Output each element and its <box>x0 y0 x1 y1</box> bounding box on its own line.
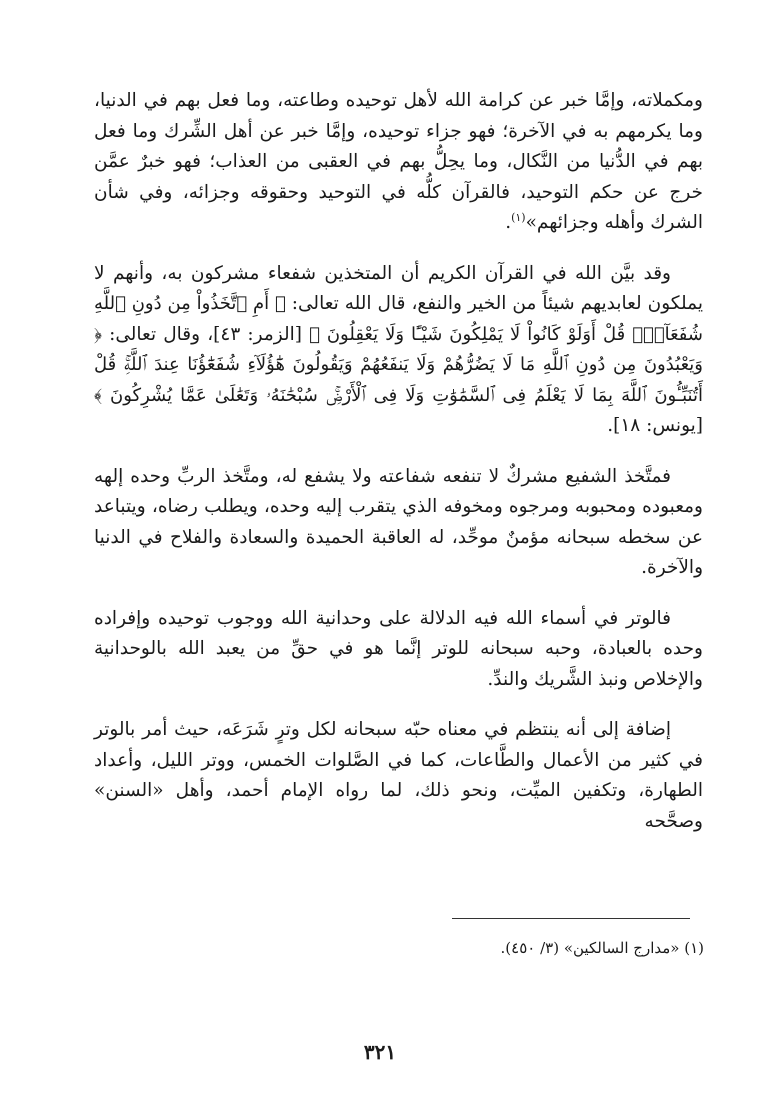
paragraph <box>94 259 703 442</box>
paragraph <box>94 462 703 584</box>
paragraph-text: [يونس: ١٨]. <box>607 415 703 436</box>
paragraph-text: ومكملاته، وإمَّا خبر عن كرامة الله لأهل توحيده وطاعته، وما فعل بهم في الدنيا، وما يكرمهم به في الآخرة؛ فهو جزاء توحيده، وإمَّا خبر عن أهل الشِّرك وما فعل بهم في الدُّنيا من النَّكال، وما يحِلُّ بهم في العقبى من العذاب؛ فهو خبرٌ عمَّن خرج عن حكم التوحيد، فالقرآن كلُّه في التوحيد وحقوقه وجزائه، وفي شأن الشرك وأهله وجزائهم» <box>94 90 703 233</box>
paragraph-text: . <box>505 212 512 233</box>
paragraph <box>94 604 703 696</box>
page-number: ٣٢١ <box>363 1040 397 1064</box>
quran-verse: ﴿ وَيَعْبُدُونَ مِن دُونِ ٱللَّهِ مَا لَا يَضُرُّهُمْ وَلَا يَنفَعُهُمْ وَيَقُولُونَ هَٰٓؤُلَآءِ شُفَعَٰٓؤُنَا عِندَ ٱللَّهِۚ قُلْ أَتُنَبِّـُٔونَ ٱللَّهَ بِمَا لَا يَعْلَمُ فِى ٱلسَّمَٰوَٰتِ وَلَا فِى ٱلْأَرْضِۚ سُبْحَٰنَهُۥ وَتَعَٰلَىٰ عَمَّا يُشْرِكُونَ ﴾ <box>94 323 704 406</box>
paragraph-text: فالوتر في أسماء الله فيه الدلالة على وحدانية الله ووجوب توحيده وإفراده وحده بالعبادة، وحبه سبحانه للوتر إنَّما هو في حقِّ من يعبد الله بالوحدانية والإخلاص ونبذ الشَّريك والندِّ. <box>94 607 703 690</box>
footnote-reference: (١) <box>511 210 526 224</box>
paragraph-text: [الزمر: ٤٣]، وقال تعالى: <box>101 323 310 345</box>
footnote: (١) «مدارج السالكين» (٣/ ٤٥٠). <box>500 939 704 957</box>
paragraph <box>94 86 703 239</box>
quran-verse: ﴿ أَمِ ٱتَّخَذُواْ مِن دُونِ ٱللَّهِ شُفَعَآءَۚ قُلْ أَوَلَوْ كَانُواْ لَا يَمْلِكُونَ شَيْـًٔا وَلَا يَعْقِلُونَ ﴾ <box>94 293 703 345</box>
paragraph-text: وقد بيَّن الله في القرآن الكريم أن المتخذين شفعاء مشركون به، وأنهم لا يملكون لعابديهم شيئاً من الخير والنفع، قال الله تعالى: <box>94 262 703 314</box>
paragraph <box>94 715 703 837</box>
body-text <box>94 86 703 857</box>
paragraph-text: إضافة إلى أنه ينتظم في معناه حبّه سبحانه لكل وترٍ شَرَعَه، حيث أمر بالوتر في كثير من الأعمال والطَّاعات، كما في الصَّلوات الخمس، ووتر الليل، وأعداد الطهارة، وتكفين الميِّت، ونحو ذلك، لما رواه الإمام أحمد، وأهل «السنن» وصحَّحه <box>94 719 703 832</box>
paragraph-text: فمتَّخذ الشفيع مشركٌ لا تنفعه شفاعته ولا يشفع له، ومتَّخذ الربِّ وحده إلهه ومعبوده ومحبوبه ومرجوه ومخوفه الذي يتقرب إليه وحده، ويطلب رضاه، ويتباعد عن سخطه سبحانه مؤمنٌ موحِّد، له العاقبة الحميدة والسعادة والفلاح في الدنيا والآخرة. <box>94 465 703 578</box>
footnote-divider <box>452 918 690 919</box>
